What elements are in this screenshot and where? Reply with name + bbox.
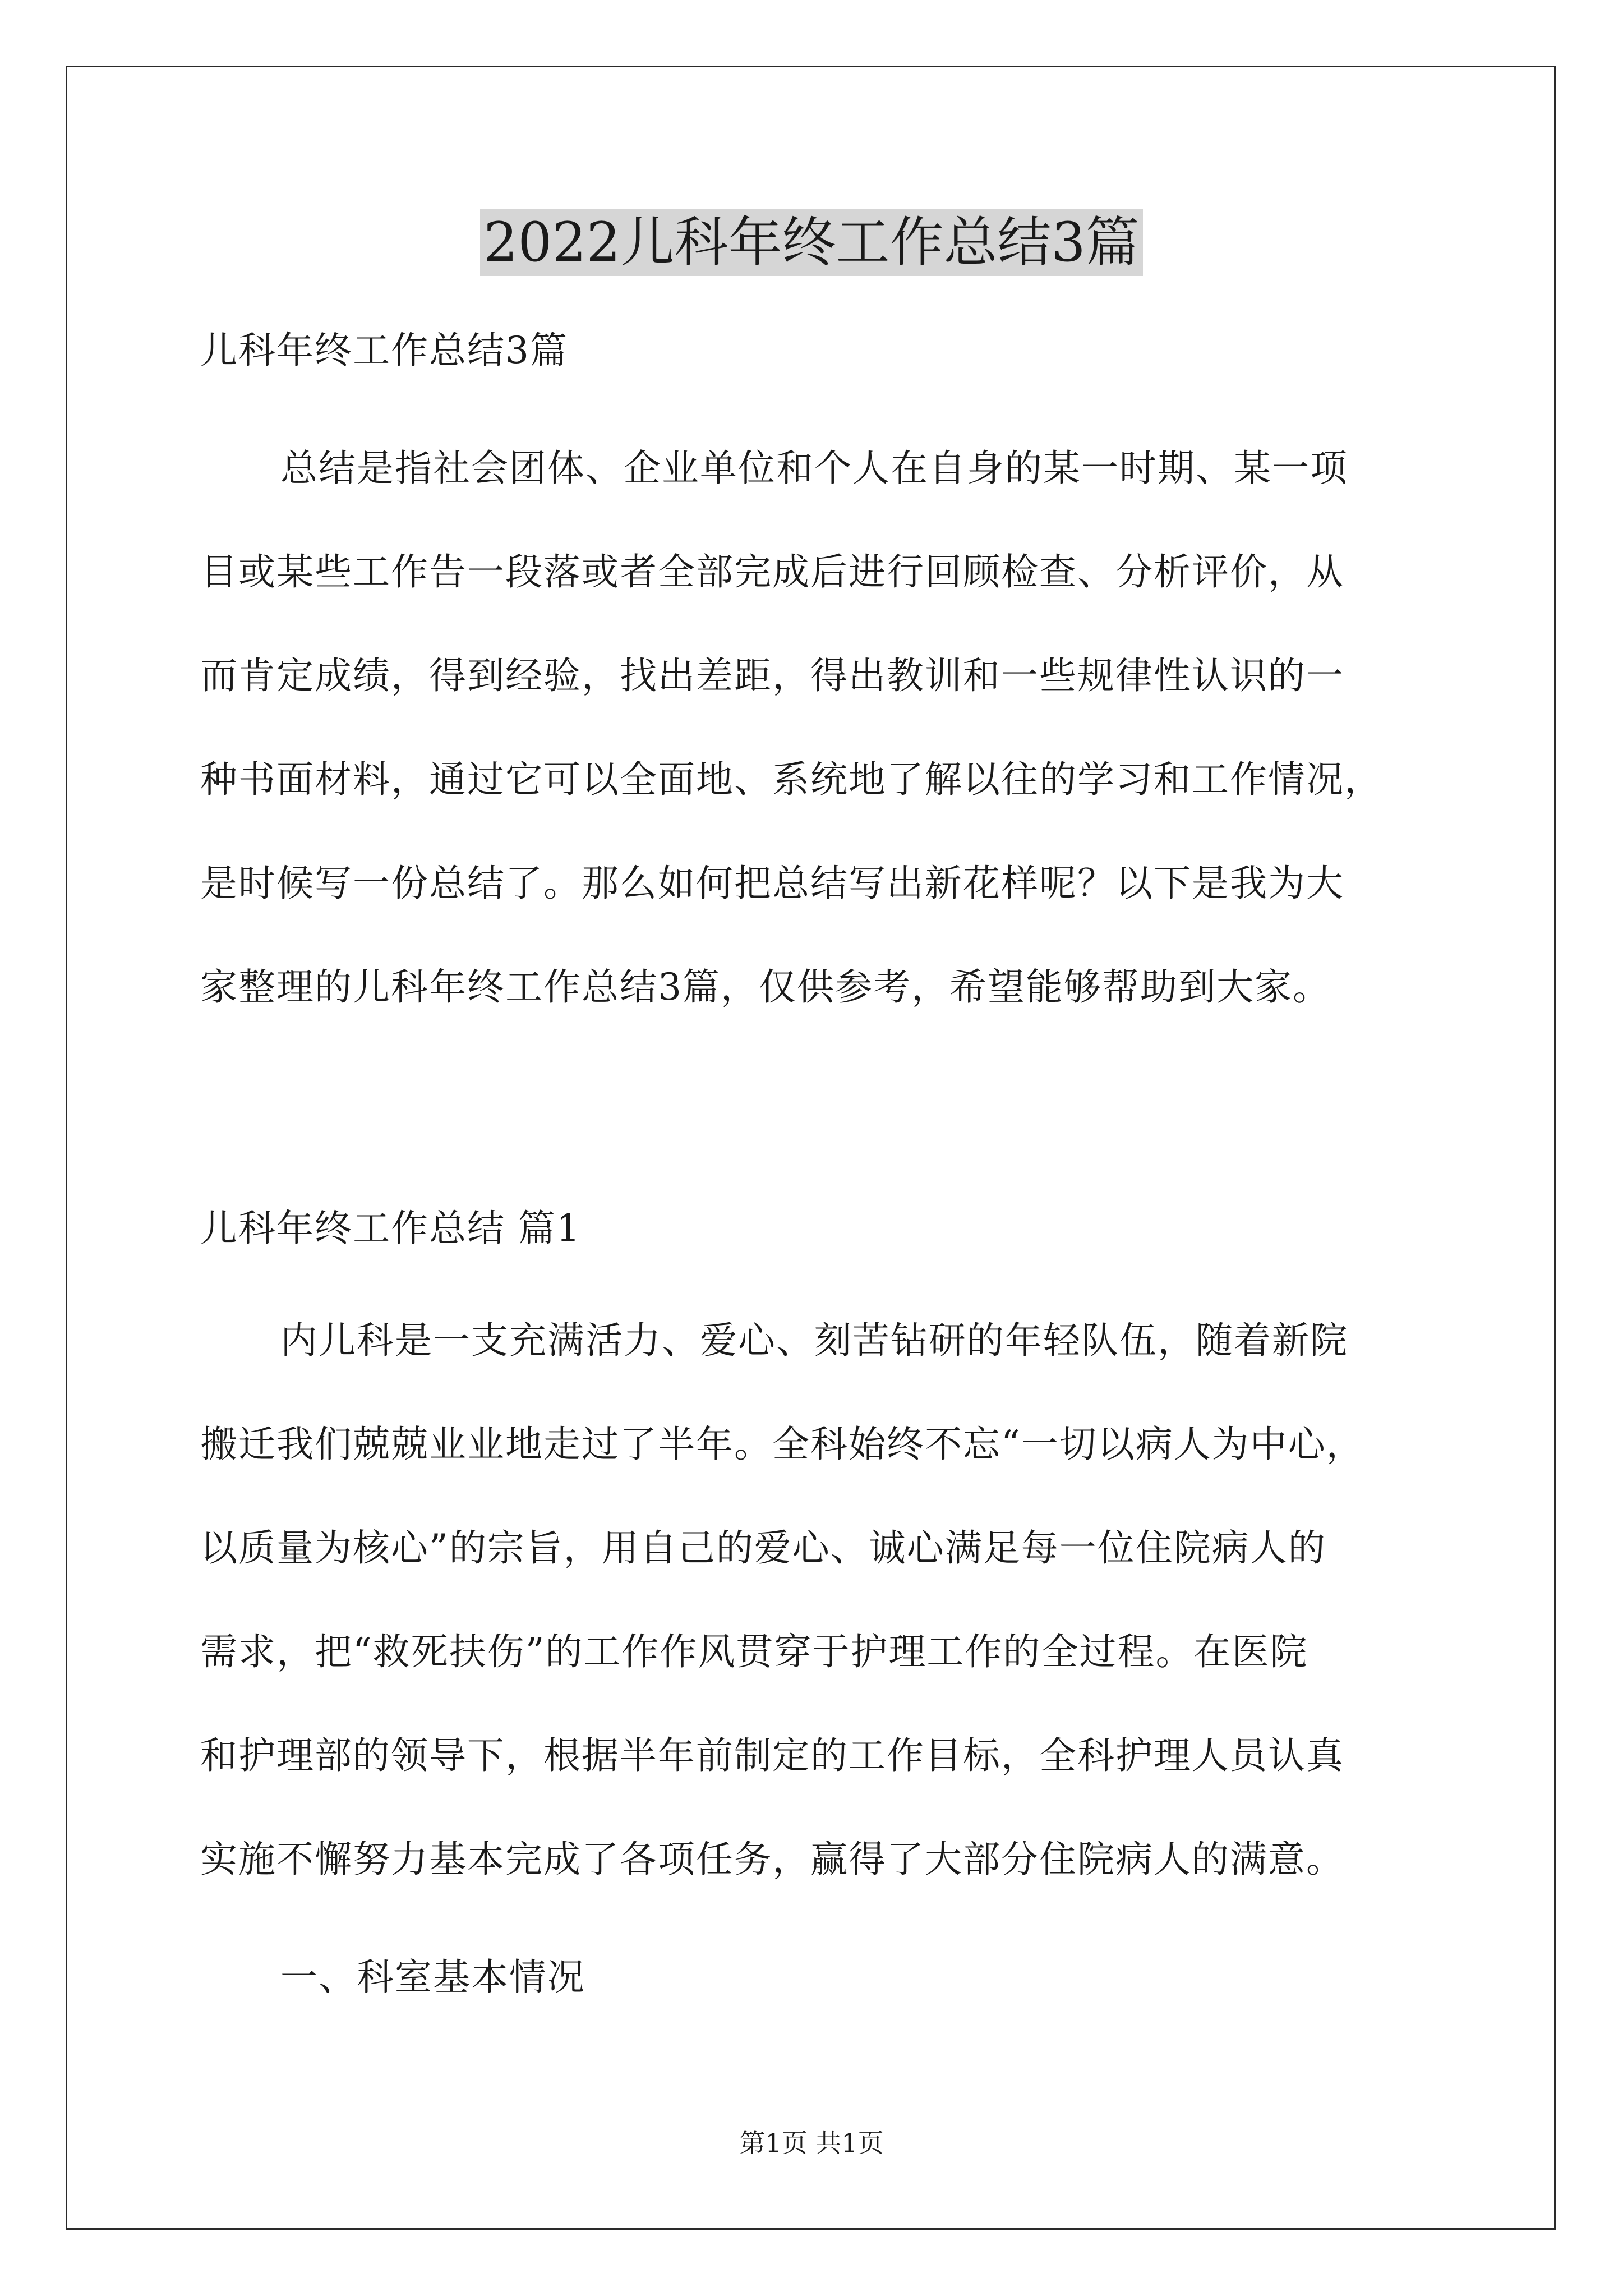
intro-line-2: 目或某些工作告一段落或者全部完成后进行回顾检查、分析评价，从 — [200, 550, 1344, 593]
section1-line-5: 和护理部的领导下，根据半年前制定的工作目标，全科护理人员认真 — [200, 1734, 1344, 1777]
section1-line-1: 内儿科是一支充满活力、爱心、刻苦钻研的年轻队伍，随着新院 — [280, 1319, 1348, 1362]
document-title-text: 2022儿科年终工作总结3篇 — [480, 209, 1142, 276]
page-border — [66, 66, 1556, 2230]
document-subtitle: 儿科年终工作总结3篇 — [200, 329, 568, 372]
section1-heading: 儿科年终工作总结 篇1 — [200, 1207, 581, 1250]
document-title — [0, 203, 1623, 282]
subheading-basic-info: 一、科室基本情况 — [280, 1955, 585, 1999]
intro-line-6: 家整理的儿科年终工作总结3篇，仅供参考，希望能够帮助到大家。 — [200, 965, 1331, 1009]
page-footer: 第1页 共1页 — [739, 2128, 884, 2158]
intro-line-5: 是时候写一份总结了。那么如何把总结写出新花样呢？以下是我为大 — [200, 862, 1344, 905]
section1-line-3: 以质量为核心”的宗旨，用自己的爱心、诚心满足每一位住院病人的 — [200, 1526, 1326, 1570]
intro-line-4: 种书面材料，通过它可以全面地、系统地了解以往的学习和工作情况， — [200, 758, 1382, 801]
intro-line-3: 而肯定成绩，得到经验，找出差距，得出教训和一些规律性认识的一 — [200, 654, 1344, 697]
section1-line-2: 搬迁我们兢兢业业地走过了半年。全科始终不忘“一切以病人为中心， — [200, 1423, 1364, 1466]
intro-line-1: 总结是指社会团体、企业单位和个人在自身的某一时期、某一项 — [280, 447, 1348, 490]
section1-line-4: 需求，把“救死扶伤”的工作作风贯穿于护理工作的全过程。在医院 — [200, 1630, 1308, 1673]
section1-line-6: 实施不懈努力基本完成了各项任务，赢得了大部分住院病人的满意。 — [200, 1838, 1344, 1881]
